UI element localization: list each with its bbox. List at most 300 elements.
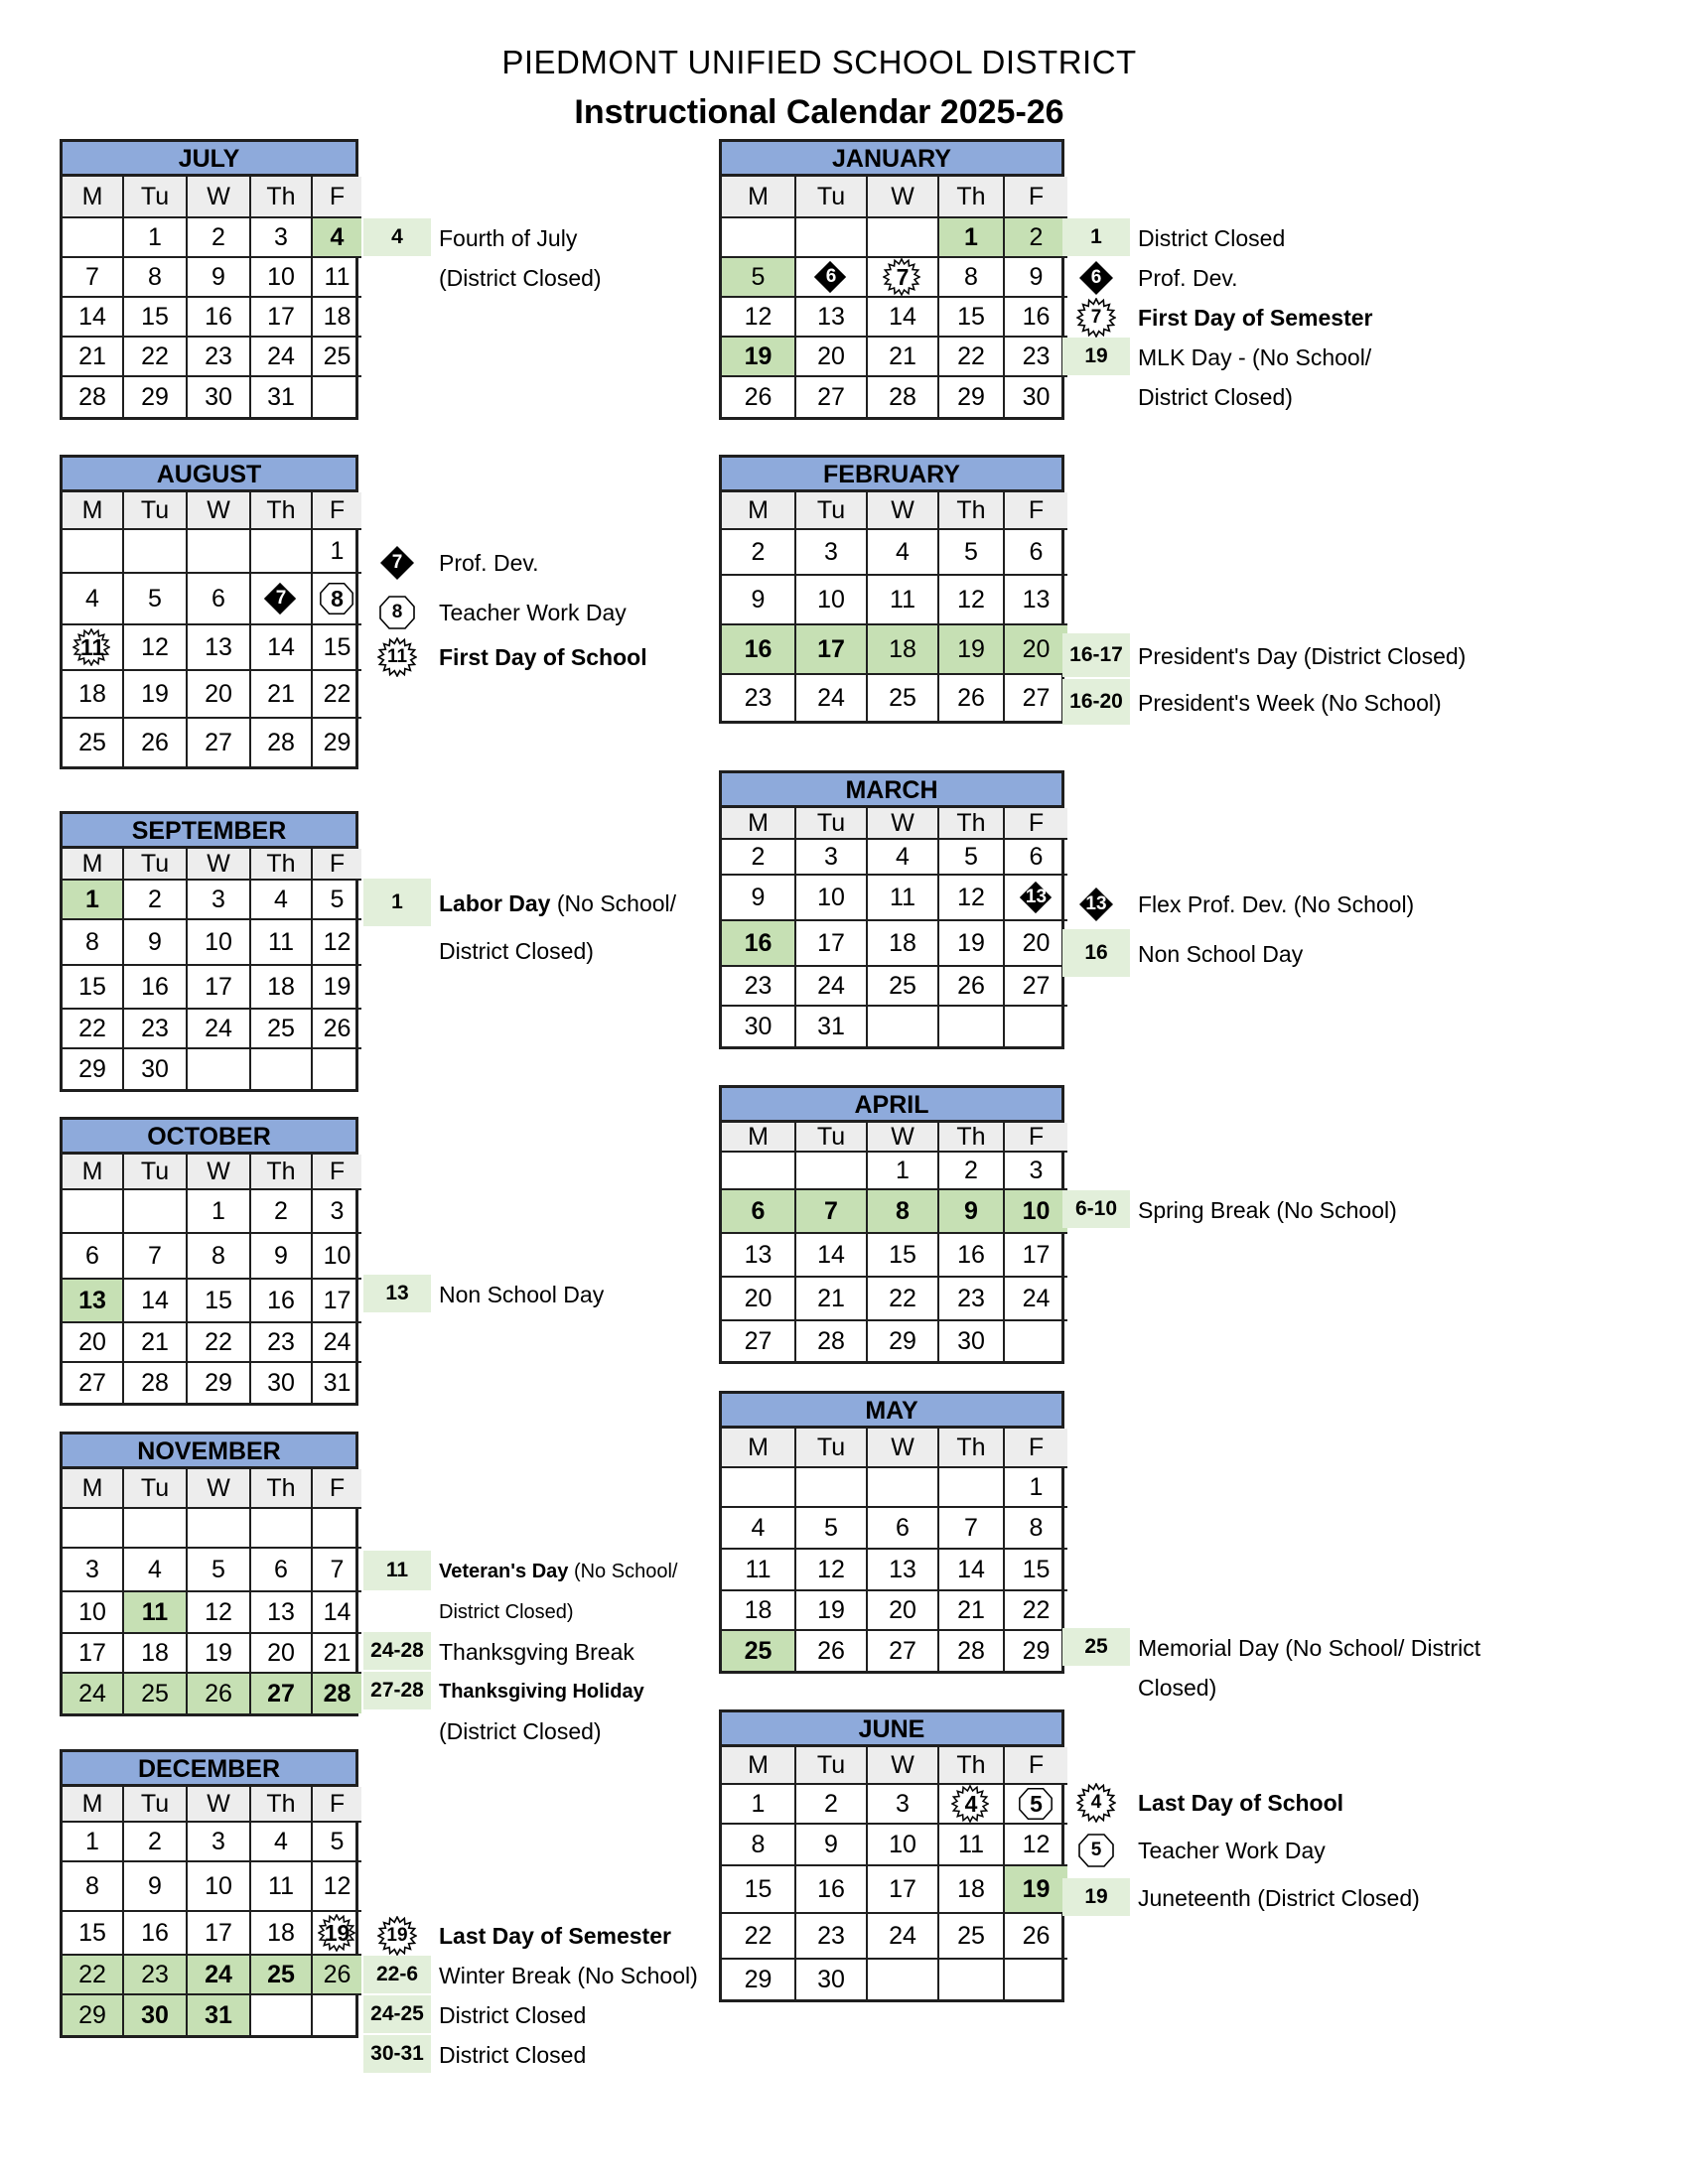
day-cell: 21 [313, 1634, 361, 1674]
month-title: SEPTEMBER [60, 811, 358, 849]
day-cell: 10 [1005, 1190, 1067, 1234]
day-cell: 16 [722, 625, 796, 675]
day-number: 11 [79, 633, 105, 660]
day-cell: 28 [313, 1674, 361, 1713]
legend-holiday-name: Labor Day [439, 890, 551, 916]
day-cell: 13 [796, 298, 868, 338]
day-cell: 29 [722, 1960, 796, 1999]
month-december [60, 1749, 358, 2038]
legend-description: Spring Break (No School) [1138, 1197, 1397, 1223]
legend-description: (District Closed) [439, 265, 602, 291]
empty-day-cell [868, 1468, 939, 1508]
key-day-starburst-icon [883, 259, 922, 295]
legend-date: 8 [391, 602, 403, 622]
legend-description: District Closed [439, 2042, 587, 2068]
legend-description: President's Day (District Closed) [1138, 643, 1467, 669]
month-august [60, 455, 358, 769]
legend-diamond-icon [1076, 885, 1116, 924]
day-cell: 3 [63, 1549, 124, 1592]
legend-description: Last Day of Semester [439, 1923, 671, 1949]
day-cell: 15 [188, 1280, 251, 1323]
weekday-header: Th [251, 849, 313, 881]
legend-description: Fourth of July [439, 225, 578, 251]
day-cell: 5 [124, 574, 188, 625]
day-cell: 15 [124, 298, 188, 338]
day-cell: 19 [124, 671, 188, 719]
empty-day-cell [796, 1468, 868, 1508]
day-cell: 18 [63, 671, 124, 719]
day-cell: 2 [124, 881, 188, 920]
empty-day-cell [796, 218, 868, 258]
day-cell: 18 [868, 921, 939, 967]
day-cell: 30 [1022, 382, 1051, 411]
legend-description: First Day of Semester [1138, 305, 1373, 331]
legend-description: Memorial Day (No School/ District [1138, 1635, 1481, 1661]
legend-starburst-icon [1076, 298, 1116, 338]
day-cell: 26 [796, 1631, 868, 1671]
day-cell [1005, 876, 1067, 921]
day-cell: 8 [1005, 1508, 1067, 1550]
legend-date: 5 [1090, 1840, 1102, 1860]
month-january [719, 139, 1064, 420]
day-cell: 19 [796, 1591, 868, 1631]
day-cell: 31 [323, 1368, 352, 1397]
day-cell: 2 [939, 1153, 1005, 1190]
legend-octagon-icon [377, 593, 417, 632]
weekday-header: M [722, 1429, 796, 1468]
weekday-header: M [63, 1469, 124, 1509]
day-cell: 23 [722, 967, 796, 1007]
day-cell: 18 [124, 1634, 188, 1674]
day-cell: 2 [124, 1823, 188, 1862]
legend-diamond-icon [1076, 258, 1116, 298]
weekday-header: F [313, 492, 361, 530]
day-cell: 26 [313, 1956, 361, 1995]
day-cell: 7 [313, 1549, 361, 1592]
day-cell: 8 [63, 1862, 124, 1912]
month-title: APRIL [719, 1085, 1064, 1123]
day-cell: 19 [722, 338, 796, 377]
month-title: DECEMBER [60, 1749, 358, 1787]
day-cell: 11 [868, 576, 939, 625]
day-cell: 9 [722, 576, 796, 625]
day-cell: 9 [796, 1825, 868, 1866]
legend-holiday-note: (No School/ [568, 1561, 678, 1582]
weekday-header: Tu [124, 177, 188, 218]
month-february [719, 455, 1064, 724]
day-cell: 3 [1005, 1153, 1067, 1190]
day-cell: 8 [939, 258, 1005, 298]
day-cell: 3 [796, 840, 868, 876]
day-cell: 11 [313, 258, 361, 298]
empty-day-cell [868, 1960, 939, 1999]
day-cell: 19 [939, 921, 1005, 967]
day-cell: 21 [251, 671, 313, 719]
day-cell: 12 [939, 876, 1005, 921]
legend-description: Winter Break (No School) [439, 1963, 698, 1988]
empty-day-cell [251, 1995, 313, 2035]
weekday-header: M [63, 177, 124, 218]
day-cell: 27 [1005, 967, 1067, 1007]
legend-date: 19 [1062, 1878, 1130, 1916]
day-cell: 15 [313, 625, 361, 671]
day-cell: 25 [868, 967, 939, 1007]
day-cell: 27 [722, 1321, 796, 1361]
day-cell: 12 [188, 1592, 251, 1634]
day-cell: 29 [63, 1995, 124, 2035]
weekday-header: Tu [124, 1787, 188, 1823]
legend-description: District Closed) [439, 938, 594, 964]
day-cell: 5 [313, 881, 361, 920]
day-cell: 4 [251, 1823, 313, 1862]
legend-description: Last Day of School [1138, 1790, 1344, 1816]
day-cell: 16 [1005, 298, 1067, 338]
day-cell: 22 [868, 1278, 939, 1321]
day-cell: 24 [868, 1914, 939, 1960]
day-cell: 9 [124, 1862, 188, 1912]
weekday-header: Tu [124, 492, 188, 530]
empty-day-cell [722, 1153, 796, 1190]
day-cell: 23 [939, 1278, 1005, 1321]
day-cell: 16 [939, 1234, 1005, 1278]
weekday-header: F [313, 1469, 361, 1509]
day-cell: 17 [188, 1912, 251, 1956]
empty-day-cell [313, 377, 361, 417]
day-cell: 20 [188, 671, 251, 719]
legend-description: Prof. Dev. [1138, 265, 1238, 291]
empty-day-cell [1005, 1321, 1067, 1361]
day-cell: 10 [868, 1825, 939, 1866]
day-cell: 29 [188, 1363, 251, 1403]
legend-description: Thanksgving Break [439, 1639, 634, 1665]
day-cell: 14 [939, 1550, 1005, 1591]
teacher-work-day-octagon-icon [1017, 1786, 1056, 1822]
key-day-starburst-icon [951, 1786, 991, 1822]
day-number: 5 [1030, 1790, 1043, 1817]
legend-description: Closed) [1138, 1675, 1217, 1701]
legend-description [439, 1551, 677, 1592]
day-cell [251, 574, 313, 625]
day-cell: 3 [188, 881, 251, 920]
legend-date: 7 [391, 552, 403, 573]
empty-day-cell [63, 1509, 124, 1549]
day-cell: 13 [63, 1280, 124, 1323]
empty-day-cell [722, 1468, 796, 1508]
day-cell [313, 1912, 361, 1956]
day-cell: 7 [796, 1190, 868, 1234]
day-cell: 26 [722, 377, 796, 417]
day-cell: 17 [1005, 1234, 1067, 1278]
day-cell: 23 [188, 338, 251, 377]
day-cell: 6 [1005, 840, 1067, 876]
day-cell: 5 [188, 1549, 251, 1592]
day-cell: 23 [124, 1010, 188, 1049]
day-cell: 17 [188, 966, 251, 1010]
empty-day-cell [1005, 1960, 1067, 1999]
month-title: JUNE [719, 1709, 1064, 1747]
day-cell: 25 [868, 675, 939, 721]
day-cell: 23 [124, 1956, 188, 1995]
day-cell: 22 [313, 671, 361, 719]
day-cell: 24 [63, 1674, 124, 1713]
day-cell: 12 [796, 1550, 868, 1591]
empty-day-cell [188, 530, 251, 574]
empty-day-cell [251, 1509, 313, 1549]
day-cell: 27 [251, 1674, 313, 1713]
day-cell: 3 [188, 1823, 251, 1862]
empty-day-cell [939, 1007, 1005, 1046]
day-cell [313, 574, 361, 625]
day-cell: 30 [939, 1321, 1005, 1361]
day-cell: 13 [722, 1234, 796, 1278]
weekday-header: Th [939, 1429, 1005, 1468]
day-cell: 11 [251, 1862, 313, 1912]
legend-date: 7 [1090, 307, 1102, 328]
legend-description: District Closed [439, 2002, 587, 2028]
calendar-title: Instructional Calendar 2025-26 [574, 93, 1064, 131]
day-cell: 16 [251, 1280, 313, 1323]
day-cell: 2 [722, 530, 796, 576]
day-cell: 24 [796, 675, 868, 721]
legend-date: 24-25 [363, 1995, 431, 2033]
day-cell: 27 [63, 1363, 124, 1403]
month-october [60, 1117, 358, 1406]
key-day-starburst-icon [318, 1915, 357, 1951]
day-cell: 26 [939, 967, 1005, 1007]
month-march [719, 770, 1064, 1049]
teacher-work-day-octagon-icon [318, 581, 357, 616]
day-cell: 12 [722, 298, 796, 338]
legend-description: Non School Day [439, 1282, 605, 1307]
day-cell: 5 [313, 1823, 361, 1862]
day-cell: 11 [251, 920, 313, 966]
legend-date: 16-17 [1062, 633, 1130, 677]
legend-date: 16-20 [1062, 679, 1130, 725]
weekday-header: F [313, 849, 361, 881]
day-cell: 19 [1005, 1866, 1067, 1914]
day-cell: 23 [1005, 338, 1067, 377]
day-cell: 8 [188, 1234, 251, 1280]
day-cell: 13 [868, 1550, 939, 1591]
day-cell: 15 [1005, 1550, 1067, 1591]
day-cell: 7 [124, 1234, 188, 1280]
day-cell: 16 [796, 1866, 868, 1914]
day-cell: 20 [63, 1323, 124, 1363]
day-cell: 2 [1005, 218, 1067, 258]
day-cell: 25 [313, 338, 361, 377]
empty-day-cell [63, 1190, 124, 1234]
weekday-header: W [188, 177, 251, 218]
day-cell: 28 [868, 377, 939, 417]
weekday-header: F [1005, 177, 1067, 218]
weekday-header: F [1005, 1747, 1067, 1785]
day-cell: 23 [251, 1323, 313, 1363]
day-cell: 4 [868, 530, 939, 576]
day-cell: 4 [63, 574, 124, 625]
empty-day-cell [868, 218, 939, 258]
day-cell: 1 [63, 1823, 124, 1862]
month-title: OCTOBER [60, 1117, 358, 1155]
weekday-header: Th [251, 1155, 313, 1190]
day-cell: 6 [63, 1234, 124, 1280]
day-cell: 3 [868, 1785, 939, 1825]
legend-date: 6 [1090, 267, 1102, 288]
weekday-header: M [63, 492, 124, 530]
day-cell: 25 [939, 1914, 1005, 1960]
day-cell: 9 [722, 876, 796, 921]
month-title: JULY [60, 139, 358, 177]
legend-date: 1 [363, 879, 431, 926]
day-cell: 8 [124, 258, 188, 298]
day-cell: 9 [1005, 258, 1067, 298]
legend-description: (District Closed) [439, 1718, 602, 1744]
weekday-header: F [1005, 1429, 1067, 1468]
month-title: NOVEMBER [60, 1432, 358, 1469]
legend-date: 25 [1062, 1628, 1130, 1666]
legend-description: MLK Day - (No School/ [1138, 344, 1372, 370]
day-cell: 2 [251, 1190, 313, 1234]
weekday-header: Tu [796, 492, 868, 530]
weekday-header: Th [251, 1469, 313, 1509]
day-cell: 24 [188, 1010, 251, 1049]
weekday-header: Tu [796, 808, 868, 840]
day-cell: 7 [63, 258, 124, 298]
day-cell [63, 625, 124, 671]
day-cell: 7 [939, 1508, 1005, 1550]
legend-octagon-icon [1076, 1831, 1116, 1870]
day-cell: 20 [796, 338, 868, 377]
day-cell: 26 [124, 719, 188, 766]
day-cell: 15 [63, 966, 124, 1010]
empty-day-cell [63, 530, 124, 574]
empty-day-cell [722, 218, 796, 258]
legend-starburst-icon [377, 637, 417, 677]
day-cell: 24 [188, 1956, 251, 1995]
day-cell: 4 [868, 840, 939, 876]
weekday-header: W [188, 849, 251, 881]
day-cell: 30 [188, 377, 251, 417]
day-cell: 20 [251, 1634, 313, 1674]
weekday-header: W [188, 492, 251, 530]
empty-day-cell [124, 1190, 188, 1234]
legend-description: Non School Day [1138, 941, 1304, 967]
weekday-header: Th [939, 1123, 1005, 1153]
day-cell: 30 [124, 1049, 188, 1089]
day-cell: 14 [313, 1592, 361, 1634]
legend-starburst-icon [1076, 1783, 1116, 1823]
day-cell: 28 [251, 719, 313, 766]
weekday-header: M [63, 849, 124, 881]
day-cell: 29 [323, 728, 352, 756]
legend-date: 13 [1085, 893, 1107, 914]
day-cell: 25 [124, 1674, 188, 1713]
day-cell: 16 [188, 298, 251, 338]
weekday-header: W [868, 492, 939, 530]
weekday-header: W [868, 1747, 939, 1785]
day-cell: 14 [796, 1234, 868, 1278]
weekday-header: Tu [796, 1123, 868, 1153]
weekday-header: Tu [124, 1155, 188, 1190]
day-cell: 21 [939, 1591, 1005, 1631]
day-cell: 31 [796, 1007, 868, 1046]
day-cell: 2 [796, 1785, 868, 1825]
weekday-header: Tu [124, 1469, 188, 1509]
weekday-header: F [313, 177, 361, 218]
day-cell: 18 [313, 298, 361, 338]
day-cell [796, 258, 868, 298]
day-cell: 2 [722, 840, 796, 876]
day-cell: 16 [722, 921, 796, 967]
legend-date: 22-6 [363, 1956, 431, 1993]
day-cell: 1 [939, 218, 1005, 258]
month-title: FEBRUARY [719, 455, 1064, 492]
day-cell: 26 [1005, 1914, 1067, 1960]
day-cell: 25 [251, 1956, 313, 1995]
empty-day-cell [939, 1960, 1005, 1999]
empty-day-cell [251, 530, 313, 574]
day-cell: 15 [63, 1912, 124, 1956]
day-number: 7 [896, 263, 910, 290]
day-cell: 20 [868, 1591, 939, 1631]
day-cell: 3 [313, 1190, 361, 1234]
day-cell: 30 [251, 1363, 313, 1403]
day-number: 4 [964, 1790, 978, 1817]
day-cell: 8 [868, 1190, 939, 1234]
weekday-header: F [1005, 1123, 1067, 1153]
day-cell: 1 [313, 530, 361, 574]
empty-day-cell [188, 1049, 251, 1089]
day-cell: 10 [188, 1862, 251, 1912]
legend-holiday-note: (No School/ [550, 890, 677, 916]
day-cell: 10 [796, 576, 868, 625]
weekday-header: M [722, 177, 796, 218]
legend-description: District Closed) [439, 1601, 574, 1623]
key-day-starburst-icon [72, 629, 112, 665]
day-cell: 22 [722, 1914, 796, 1960]
day-cell: 22 [939, 338, 1005, 377]
day-cell: 30 [722, 1007, 796, 1046]
day-cell: 13 [251, 1592, 313, 1634]
legend-description: Thanksgiving Holiday [439, 1681, 644, 1703]
day-cell: 22 [1005, 1591, 1067, 1631]
empty-day-cell [313, 1509, 361, 1549]
day-cell: 29 [939, 377, 1005, 417]
day-cell: 17 [868, 1866, 939, 1914]
day-cell: 18 [251, 1912, 313, 1956]
legend-description [439, 879, 676, 928]
day-cell: 6 [251, 1549, 313, 1592]
day-cell: 17 [796, 921, 868, 967]
day-cell: 16 [124, 966, 188, 1010]
month-september [60, 811, 358, 1092]
day-cell: 4 [124, 1549, 188, 1592]
empty-day-cell [868, 1007, 939, 1046]
day-cell: 5 [939, 530, 1005, 576]
legend-date: 30-31 [363, 2035, 431, 2073]
day-number: 13 [1025, 887, 1048, 907]
empty-day-cell [313, 1995, 361, 2035]
day-cell: 21 [796, 1278, 868, 1321]
legend-description: Flex Prof. Dev. (No School) [1138, 891, 1415, 917]
legend-date: 24-28 [363, 1632, 431, 1670]
day-cell: 1 [868, 1153, 939, 1190]
empty-day-cell [188, 1509, 251, 1549]
day-cell: 3 [251, 218, 313, 258]
weekday-header: Th [939, 492, 1005, 530]
legend-description: Juneteenth (District Closed) [1138, 1885, 1420, 1911]
weekday-header: Th [251, 492, 313, 530]
day-cell [868, 258, 939, 298]
